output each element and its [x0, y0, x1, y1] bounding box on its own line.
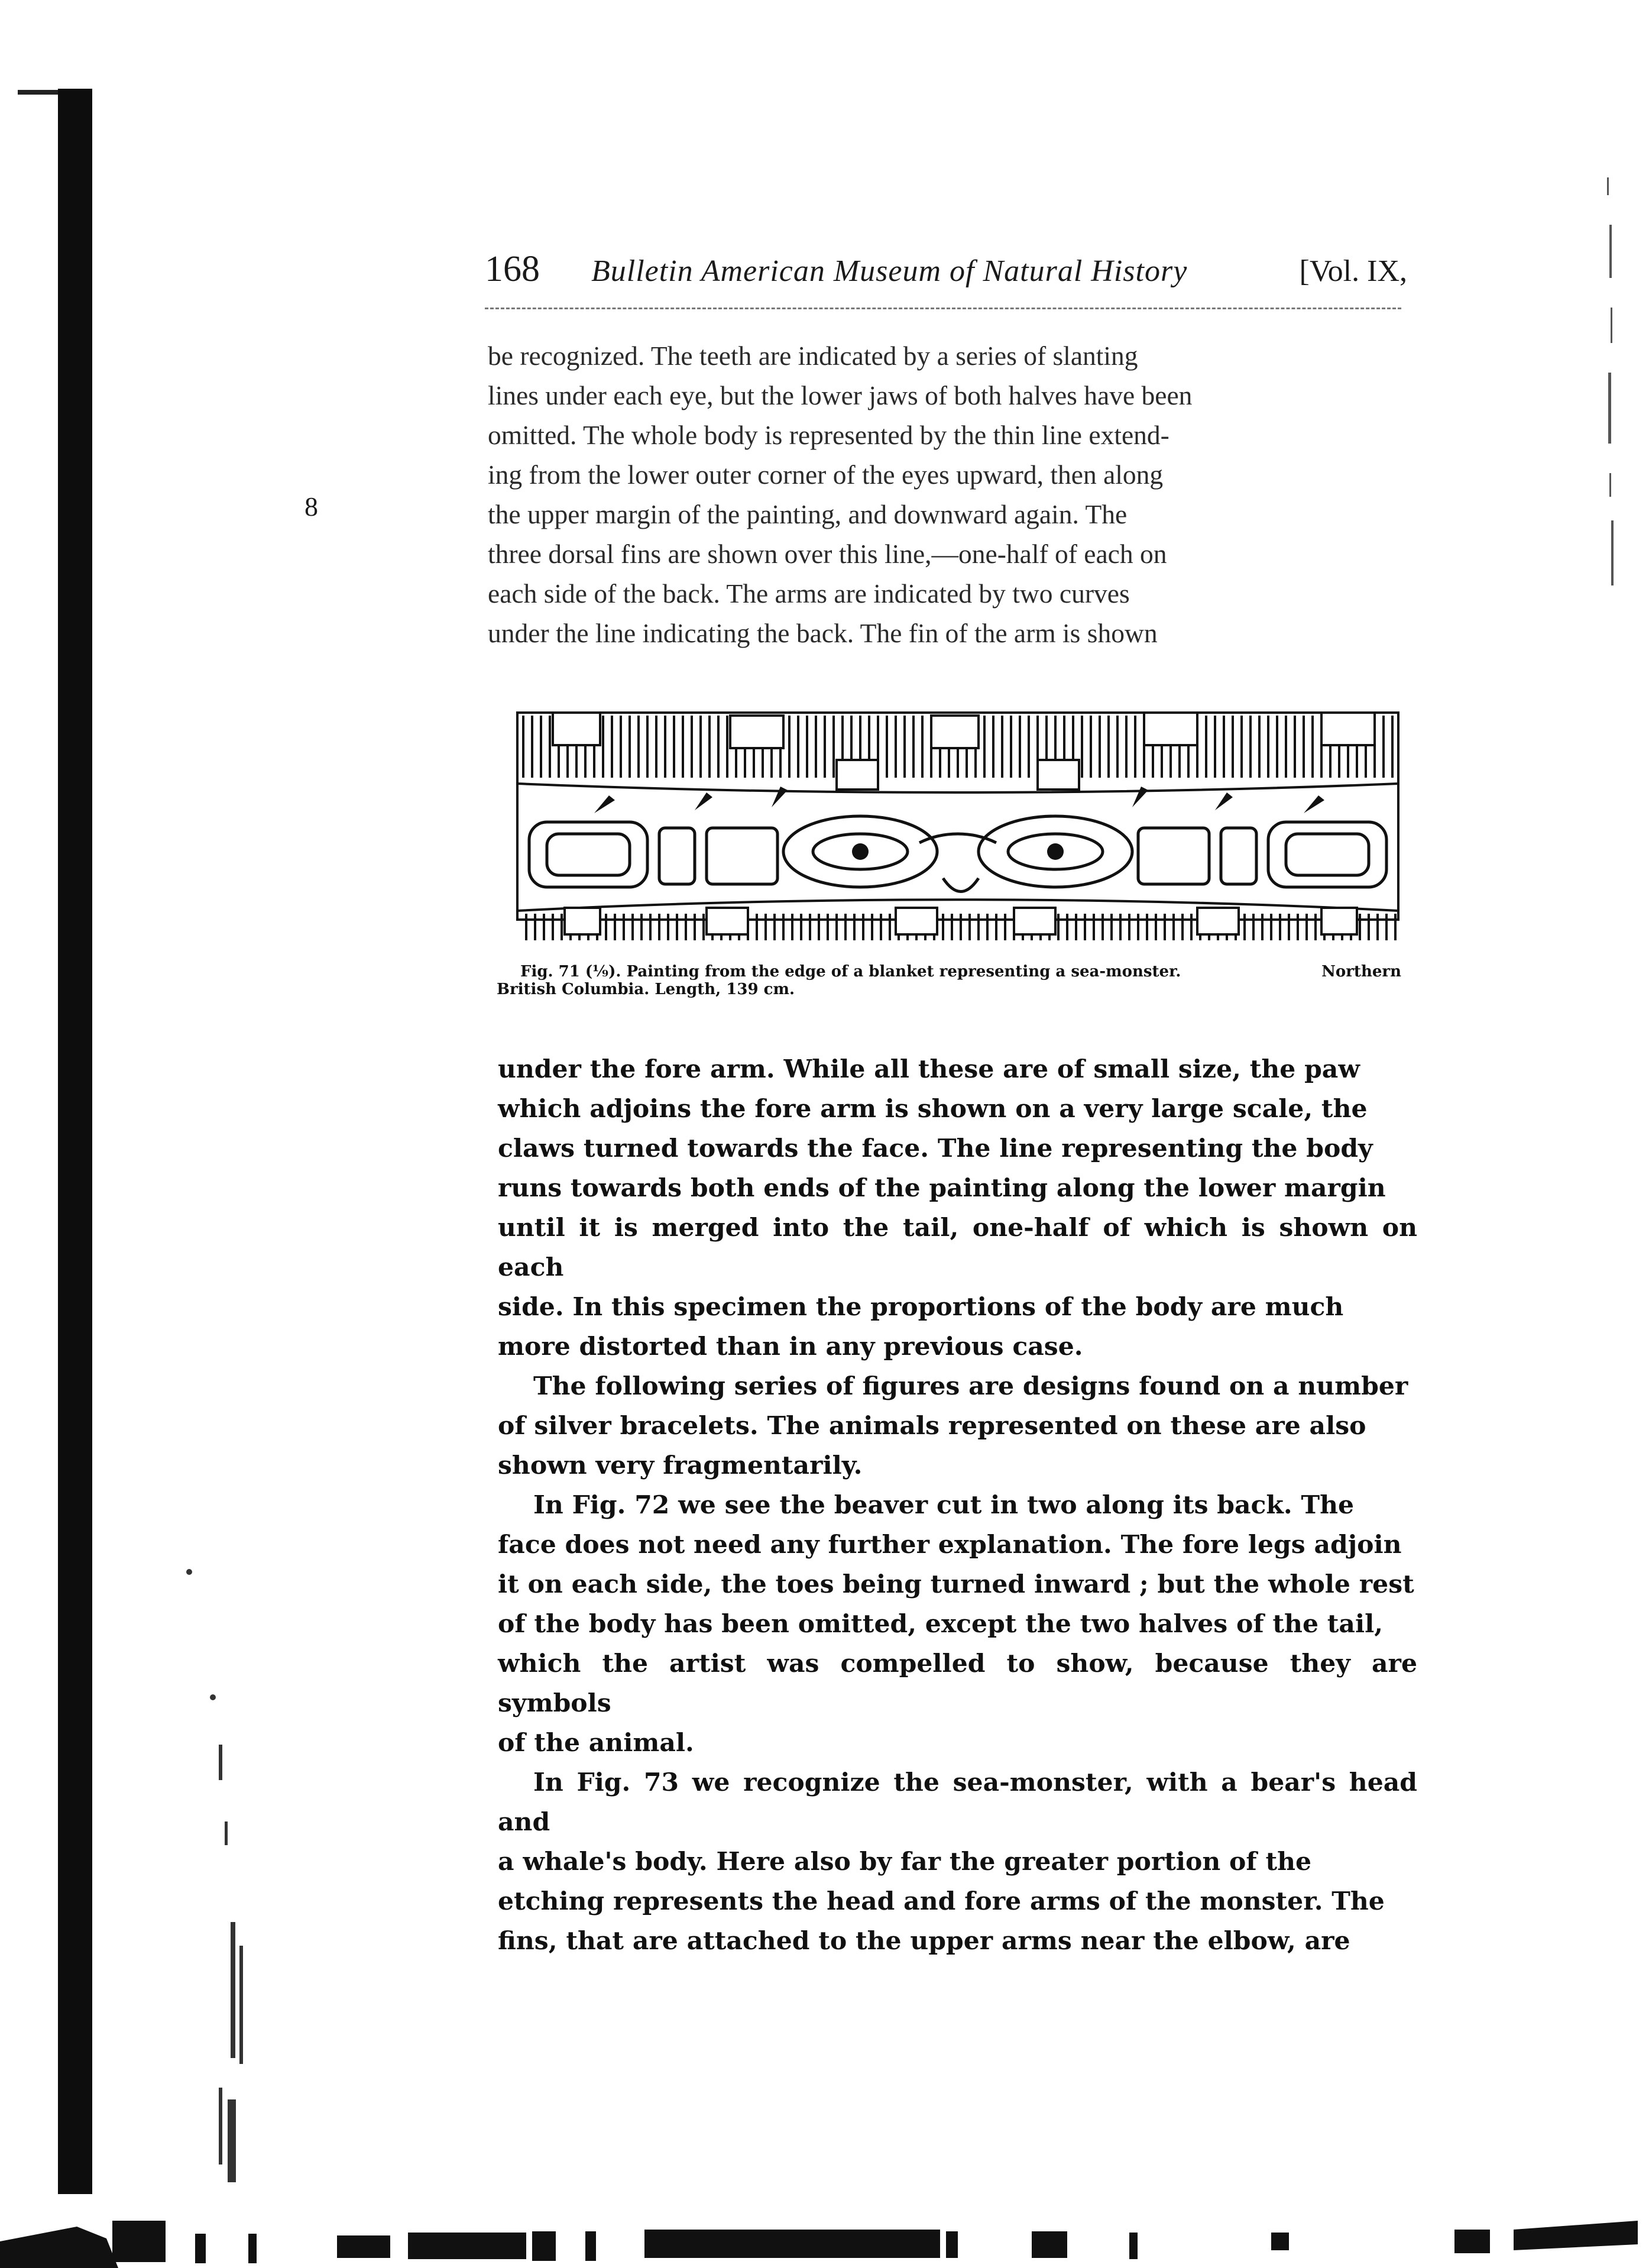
margin-mark: 8	[304, 491, 318, 522]
text-line: The following series of figures are designs found on a number	[533, 1371, 1408, 1401]
text-line: shown very fragmentarily.	[498, 1451, 863, 1480]
volume-label: [Vol. IX,	[1299, 254, 1407, 288]
caption-line-2: British Columbia. Length, 139 cm.	[497, 981, 795, 998]
paragraph	[498, 1050, 1417, 1367]
text-line: be recognized. The teeth are indicated by a series of slanting	[488, 341, 1138, 371]
text-line: ing from the lower outer corner of the eyes upward, then along	[488, 460, 1164, 490]
figure-caption	[497, 963, 1401, 998]
text-line: the upper margin of the painting, and downward again. The	[488, 499, 1128, 529]
text-line: runs towards both ends of the painting along the lower margin	[498, 1173, 1386, 1203]
text-line: In Fig. 73 we recognize the sea-monster, with a bear's head and	[498, 1768, 1417, 1837]
text-line: a whale's body. Here also by far the greater portion of the	[498, 1847, 1312, 1876]
text-line: three dorsal fins are shown over this line,—one-half of each on	[488, 539, 1167, 569]
caption-line-1-end: Northern	[1321, 963, 1401, 981]
body-text-bottom	[498, 1050, 1417, 1961]
text-line: fins, that are attached to the upper arms near the elbow, are	[498, 1926, 1350, 1956]
text-line: face does not need any further explanation. The fore legs adjoin	[498, 1530, 1402, 1560]
paragraph	[498, 1763, 1417, 1961]
text-line: claws turned towards the face. The line representing the body	[498, 1134, 1373, 1163]
text-line: of silver bracelets. The animals represented on these are also	[498, 1411, 1366, 1441]
text-line: of the body has been omitted, except the two halves of the tail,	[498, 1609, 1384, 1639]
text-line: each side of the back. The arms are indicated by two curves	[488, 578, 1130, 609]
figure-blanket-painting	[506, 701, 1410, 943]
text-line: side. In this specimen the proportions of the body are much	[498, 1292, 1344, 1322]
text-line: under the line indicating the back. The fin of the arm is shown	[488, 618, 1158, 648]
paragraph	[498, 1486, 1417, 1763]
text-line: In Fig. 72 we see the beaver cut in two along its back. The	[533, 1490, 1355, 1520]
text-line: it on each side, the toes being turned inward ; but the whole rest	[498, 1570, 1414, 1599]
page-number: 168	[485, 249, 540, 289]
text-line: which adjoins the fore arm is shown on a very large scale, the	[498, 1094, 1368, 1124]
caption-line-1: Fig. 71 (⅑). Painting from the edge of a blanket representing a sea-monster.	[520, 963, 1181, 981]
text-line: lines under each eye, but the lower jaws of both halves have been	[488, 380, 1193, 410]
text-line: until it is merged into the tail, one-half of which is shown on each	[498, 1213, 1417, 1282]
text-line: omitted. The whole body is represented by the thin line extend-	[488, 420, 1169, 450]
header-rule	[485, 308, 1401, 309]
text-line: etching represents the head and fore arms of the monster. The	[498, 1887, 1385, 1916]
paragraph	[498, 1367, 1417, 1486]
text-line: under the fore arm. While all these are of small size, the paw	[498, 1054, 1360, 1084]
text-line: more distorted than in any previous case.	[498, 1332, 1083, 1361]
body-text-top	[488, 336, 1410, 653]
text-line: which the artist was compelled to show, because they are symbols	[498, 1649, 1417, 1718]
text-line: of the animal.	[498, 1728, 694, 1758]
sea-monster-blanket-illustration	[506, 701, 1410, 943]
journal-title: Bulletin American Museum of Natural History	[591, 254, 1188, 288]
running-head	[485, 248, 1407, 296]
